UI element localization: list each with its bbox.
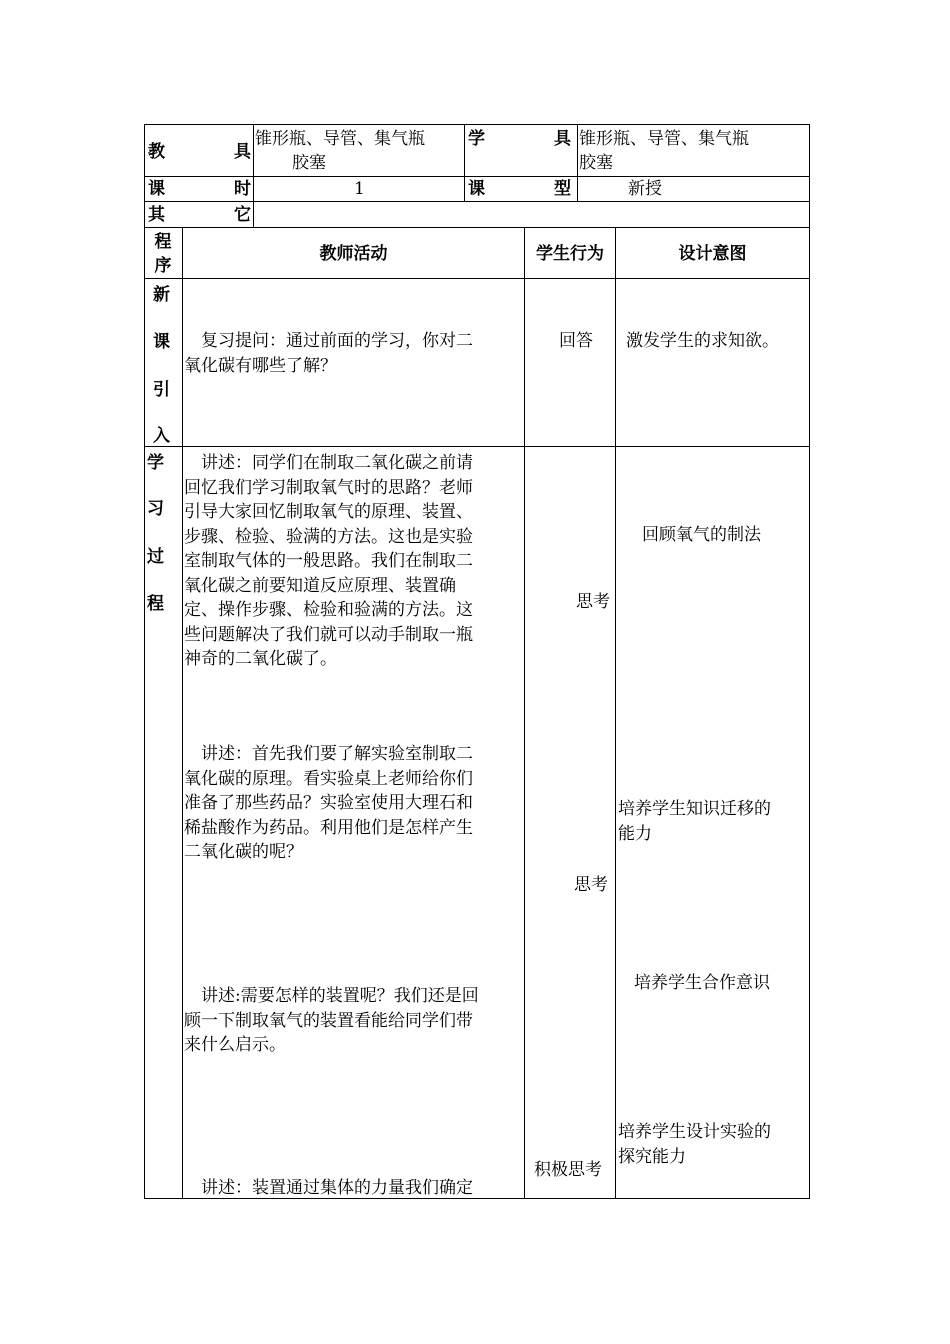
lesson-plan-table [144,124,810,1199]
rule-label-col [253,124,254,227]
process-student-think-3: 积极思考 [534,1160,602,1180]
process-paragraph-4: 讲述：装置通过集体的力量我们确定 [201,1178,473,1198]
intro-label-2: 课 [153,332,170,352]
hours-value: 1 [354,179,365,199]
rule-top [144,124,810,125]
type-value: 新授 [628,179,662,199]
rule-student-col [615,227,616,1199]
intro-label-1: 新 [153,285,170,305]
student-tools-label-a: 学 [468,129,485,149]
rule-left [144,124,145,1199]
process-student-think-1: 思考 [576,592,610,612]
rule-teacher-col [524,227,525,1199]
process-design-1: 回顾氧气的制法 [642,525,761,545]
process-label-4: 程 [147,594,164,614]
rule-procedure-col [182,227,183,1199]
student-tools-value-cont: 胶塞 [579,153,613,173]
column-procedure: 程 序 [154,232,172,276]
process-paragraph-1: 讲述：同学们在制取二氧化碳之前请 回忆我们学习制取氧气时的思路？老师 引导大家回忆制取氧气的原理、装置、 步骤、检验、验满的方法。这也是实验 室制取气体的一般思路。我们在制取二 氧化碳之前要知道反应原理、装置确 定、操作步骤、检验和验满的方法。这 些问题解决了我们就可以动手制取一瓶 神奇的二氧化碳了。 [184,453,473,669]
teaching-tools-value: 锥形瓶、导管、集气瓶 [255,129,425,149]
rule-mid-col [464,124,465,201]
student-tools-value: 锥形瓶、导管、集气瓶 [579,129,749,149]
process-design-4: 培养学生设计实验的 探究能力 [618,1122,771,1167]
other-label-b: 它 [234,205,251,225]
process-label-3: 过 [147,547,164,567]
process-design-2: 培养学生知识迁移的 能力 [618,799,771,844]
column-teacher: 教师活动 [319,244,388,264]
intro-student-text: 回答 [559,331,593,351]
type-label-b: 型 [554,179,571,199]
column-design: 设计意图 [678,244,747,264]
process-student-think-2: 思考 [574,875,608,895]
type-label-a: 课 [468,179,485,199]
intro-label-3: 引 [153,380,170,400]
intro-label-4: 入 [153,426,170,446]
student-tools-label-b: 具 [554,129,571,149]
rule-header [144,278,810,279]
teaching-tools-label-a: 教 [148,142,165,162]
rule-mid-col2 [577,124,578,201]
process-paragraph-2: 讲述：首先我们要了解实验室制取二 氧化碳的原理。看实验桌上老师给你们 准备了那些药品？实验室使用大理石和 稀盐酸作为药品。利用他们是怎样产生 二氧化碳的呢？ [184,744,473,862]
teaching-tools-value-cont: 胶塞 [292,153,326,173]
process-label-2: 习 [147,499,164,519]
intro-design-text: 激发学生的求知欲。 [626,331,779,351]
hours-label-b: 时 [234,179,251,199]
process-design-3: 培养学生合作意识 [634,973,770,993]
rule-row3 [144,227,810,228]
rule-row2 [144,201,810,202]
other-label-a: 其 [148,205,165,225]
hours-label-a: 课 [148,179,165,199]
process-label-1: 学 [147,453,164,473]
teaching-tools-label-b: 具 [234,142,251,162]
column-student: 学生行为 [536,244,604,264]
rule-right [809,124,810,1199]
rule-intro [144,446,810,447]
process-paragraph-3: 讲述:需要怎样的装置呢？我们还是回 顾一下制取氧气的装置看能给同学们带 来什么启示。 [184,986,479,1055]
intro-teacher-text: 复习提问：通过前面的学习，你对二 氧化碳有哪些了解？ [184,331,473,376]
